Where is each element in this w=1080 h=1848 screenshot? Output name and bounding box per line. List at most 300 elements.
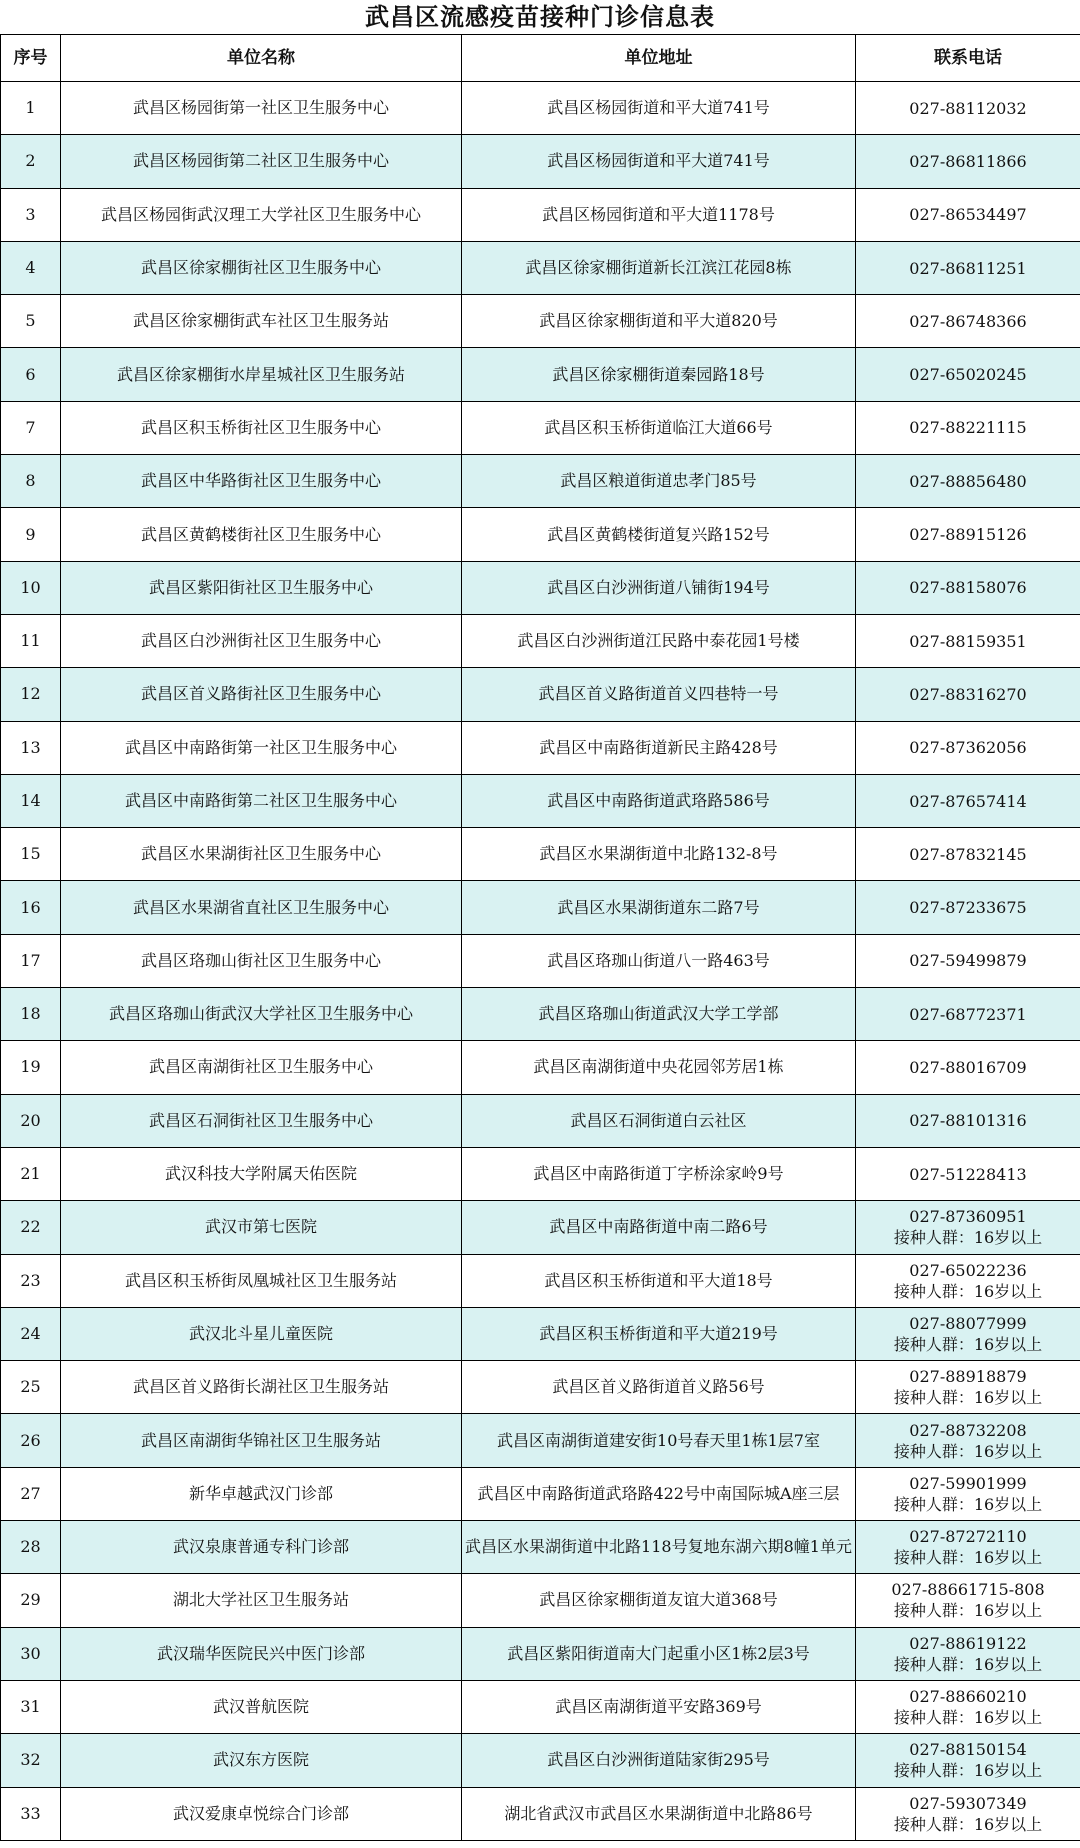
cell-phone	[856, 401, 1080, 454]
header-address: 单位地址	[462, 35, 856, 82]
cell-address	[462, 508, 856, 561]
phone-number: 027-88918879	[909, 1367, 1027, 1387]
phone-number: 027-88619122	[909, 1633, 1027, 1653]
cell-address	[462, 614, 856, 667]
cell-name-text: 武汉瑞华医院民兴中医门诊部	[156, 1643, 365, 1663]
cell-phone	[856, 1254, 1080, 1307]
cell-phone	[856, 1307, 1080, 1360]
phone-number: 027-88856480	[909, 471, 1027, 491]
cell-no	[1, 934, 61, 987]
phone-number: 027-86534497	[909, 205, 1027, 225]
cell-no-text: 21	[20, 1164, 41, 1184]
phone-number: 027-51228413	[909, 1164, 1027, 1184]
cell-address-text: 武昌区首义路街道首义路56号	[552, 1377, 765, 1397]
cell-address-text: 武昌区徐家棚街道新长江滨江花园8栋	[525, 258, 792, 278]
cell-address-text: 武昌区南湖街道平安路369号	[555, 1697, 762, 1717]
cell-name	[61, 1307, 462, 1360]
cell-name-text: 武汉泉康普通专科门诊部	[172, 1537, 349, 1557]
table-body	[1, 82, 1080, 1841]
cell-name-text: 武昌区积玉桥街凤凰城社区卫生服务站	[124, 1270, 397, 1290]
phone-number: 027-88221115	[909, 418, 1027, 438]
cell-address	[462, 1361, 856, 1414]
table-header-row	[1, 35, 1080, 82]
eligible-group-note: 接种人群：16岁以上	[893, 1708, 1043, 1728]
table-row	[1, 1254, 1080, 1307]
cell-no	[1, 1361, 61, 1414]
cell-phone	[856, 1147, 1080, 1200]
table-row	[1, 241, 1080, 294]
cell-address	[462, 241, 856, 294]
cell-name	[61, 1734, 462, 1787]
cell-no	[1, 508, 61, 561]
cell-phone	[856, 721, 1080, 774]
cell-no	[1, 1627, 61, 1680]
eligible-group-note: 接种人群：16岁以上	[893, 1814, 1043, 1834]
cell-address-text: 武昌区中南路街道武珞路586号	[547, 791, 770, 810]
cell-no	[1, 1147, 61, 1200]
phone-number: 027-86811251	[909, 258, 1027, 278]
cell-phone	[856, 934, 1080, 987]
cell-name-text: 武昌区积玉桥街社区卫生服务中心	[140, 417, 381, 437]
eligible-group-note: 接种人群：16岁以上	[893, 1334, 1043, 1354]
table-row	[1, 1521, 1080, 1574]
cell-name-text: 武昌区杨园街第一社区卫生服务中心	[132, 98, 389, 118]
cell-no-text: 26	[20, 1430, 41, 1450]
header-phone: 联系电话	[856, 35, 1080, 82]
cell-name	[61, 188, 462, 241]
cell-address-text: 武昌区中南路街道武珞路422号中南国际城A座三层	[477, 1483, 840, 1503]
cell-address-text: 武昌区珞珈山街道八一路463号	[547, 950, 770, 970]
table-row	[1, 401, 1080, 454]
cell-address-text: 武昌区杨园街道和平大道1178号	[542, 204, 775, 224]
eligible-group-note: 接种人群：16岁以上	[893, 1494, 1043, 1514]
phone-number: 027-59901999	[909, 1473, 1027, 1493]
cell-address-text: 武昌区中南路街道丁字桥涂家岭9号	[533, 1164, 784, 1184]
table-row	[1, 1627, 1080, 1680]
cell-address-text: 武昌区珞珈山街道武汉大学工学部	[538, 1004, 779, 1024]
cell-phone	[856, 614, 1080, 667]
cell-no-text: 28	[20, 1537, 41, 1557]
cell-no-text: 19	[20, 1057, 41, 1077]
cell-phone	[856, 1041, 1080, 1094]
cell-name-text: 武昌区白沙洲街社区卫生服务中心	[140, 631, 381, 651]
phone-number: 027-59307349	[909, 1793, 1027, 1813]
cell-no-text: 17	[20, 950, 41, 970]
table-row	[1, 1041, 1080, 1094]
cell-no	[1, 1680, 61, 1733]
cell-name	[61, 508, 462, 561]
cell-name-text: 武汉市第七医院	[204, 1217, 317, 1237]
cell-no-text: 9	[25, 524, 36, 544]
cell-no	[1, 614, 61, 667]
table-row	[1, 668, 1080, 721]
cell-no	[1, 348, 61, 401]
cell-address-text: 武昌区积玉桥街道临江大道66号	[544, 417, 773, 437]
cell-name	[61, 1041, 462, 1094]
cell-address	[462, 774, 856, 827]
cell-name-text: 武昌区中华路街社区卫生服务中心	[140, 471, 381, 491]
cell-address	[462, 1201, 856, 1254]
cell-no	[1, 668, 61, 721]
cell-no	[1, 828, 61, 881]
table-row	[1, 721, 1080, 774]
cell-name	[61, 828, 462, 881]
cell-address	[462, 1307, 856, 1360]
table-row	[1, 1307, 1080, 1360]
cell-no	[1, 1041, 61, 1094]
phone-number: 027-86748366	[909, 311, 1027, 331]
cell-name	[61, 1627, 462, 1680]
cell-no	[1, 135, 61, 188]
phone-number: 027-88150154	[909, 1740, 1027, 1760]
cell-phone	[856, 561, 1080, 614]
cell-name-text: 武昌区杨园街第二社区卫生服务中心	[132, 151, 389, 171]
cell-no	[1, 1787, 61, 1840]
cell-name-text: 武汉北斗星儿童医院	[188, 1323, 333, 1343]
cell-address	[462, 828, 856, 881]
cell-name	[61, 934, 462, 987]
table-row	[1, 1467, 1080, 1520]
cell-no-text: 13	[20, 737, 41, 757]
cell-phone	[856, 881, 1080, 934]
cell-address-text: 武昌区积玉桥街道和平大道18号	[544, 1270, 773, 1290]
cell-no-text: 6	[25, 364, 36, 384]
cell-no	[1, 188, 61, 241]
cell-address	[462, 1787, 856, 1840]
table-row	[1, 1574, 1080, 1627]
phone-number: 027-88077999	[909, 1313, 1027, 1333]
cell-no-text: 22	[20, 1217, 41, 1237]
phone-number: 027-88158076	[909, 578, 1027, 598]
cell-address	[462, 82, 856, 135]
cell-name-text: 武汉爱康卓悦综合门诊部	[172, 1803, 349, 1823]
cell-no	[1, 1467, 61, 1520]
table-row	[1, 1414, 1080, 1467]
phone-number: 027-88159351	[909, 631, 1027, 651]
cell-name	[61, 721, 462, 774]
cell-address-text: 武昌区石洞街道白云社区	[570, 1110, 747, 1130]
cell-address-text: 武昌区首义路街道首义四巷特一号	[538, 684, 779, 704]
eligible-group-note: 接种人群：16岁以上	[893, 1281, 1043, 1301]
cell-no-text: 20	[20, 1110, 41, 1130]
cell-address	[462, 401, 856, 454]
cell-address	[462, 561, 856, 614]
cell-phone	[856, 508, 1080, 561]
cell-name-text: 武昌区徐家棚街武车社区卫生服务站	[132, 311, 389, 331]
cell-name-text: 武昌区中南路街第一社区卫生服务中心	[124, 737, 397, 757]
cell-name	[61, 988, 462, 1041]
cell-address-text: 武昌区徐家棚街道和平大道820号	[539, 311, 778, 331]
cell-address-text: 武昌区杨园街道和平大道741号	[547, 98, 770, 118]
cell-name-text: 武昌区徐家棚街社区卫生服务中心	[140, 258, 381, 278]
cell-address-text: 武昌区粮道街道忠孝门85号	[560, 471, 757, 491]
cell-phone	[856, 988, 1080, 1041]
cell-address	[462, 1414, 856, 1467]
eligible-group-note: 接种人群：16岁以上	[893, 1601, 1043, 1621]
cell-no	[1, 561, 61, 614]
cell-address	[462, 934, 856, 987]
cell-name	[61, 1521, 462, 1574]
cell-phone	[856, 1521, 1080, 1574]
cell-name-text: 武昌区珞珈山街社区卫生服务中心	[140, 950, 381, 970]
cell-no	[1, 1094, 61, 1147]
cell-no-text: 4	[25, 258, 36, 278]
cell-no	[1, 881, 61, 934]
cell-address-text: 武昌区中南路街道新民主路428号	[539, 737, 778, 757]
cell-name-text: 武昌区紫阳街社区卫生服务中心	[148, 577, 373, 597]
cell-address	[462, 1147, 856, 1200]
cell-phone	[856, 1734, 1080, 1787]
cell-phone	[856, 348, 1080, 401]
cell-address	[462, 721, 856, 774]
cell-no	[1, 1201, 61, 1254]
cell-name	[61, 668, 462, 721]
table-row	[1, 988, 1080, 1041]
cell-address-text: 武昌区积玉桥街道和平大道219号	[539, 1323, 778, 1343]
cell-name-text: 武昌区徐家棚街水岸星城社区卫生服务站	[116, 364, 405, 384]
cell-name	[61, 1201, 462, 1254]
cell-address-text: 武昌区中南路街道中南二路6号	[549, 1217, 768, 1237]
table-row	[1, 508, 1080, 561]
cell-name-text: 武昌区首义路街长湖社区卫生服务站	[132, 1377, 389, 1397]
cell-address-text: 武昌区黄鹤楼街道复兴路152号	[547, 524, 770, 544]
table-row	[1, 561, 1080, 614]
cell-phone	[856, 1414, 1080, 1467]
table-row	[1, 1361, 1080, 1414]
cell-address	[462, 1627, 856, 1680]
cell-name-text: 新华卓越武汉门诊部	[188, 1483, 333, 1503]
cell-phone	[856, 668, 1080, 721]
cell-address-text: 武昌区徐家棚街道秦园路18号	[552, 364, 765, 384]
cell-phone	[856, 1201, 1080, 1254]
phone-number: 027-88732208	[909, 1420, 1027, 1440]
cell-address	[462, 1734, 856, 1787]
phone-number: 027-65020245	[909, 365, 1027, 385]
cell-address-text: 武昌区南湖街道中央花园邻芳居1栋	[533, 1057, 784, 1077]
header-no: 序号	[1, 35, 61, 82]
cell-address-text: 武昌区徐家棚街道友谊大道368号	[539, 1590, 778, 1610]
cell-no-text: 32	[20, 1750, 41, 1770]
table-row	[1, 1094, 1080, 1147]
cell-name	[61, 348, 462, 401]
table-row	[1, 82, 1080, 135]
phone-number: 027-87362056	[909, 738, 1027, 758]
cell-name-text: 湖北大学社区卫生服务站	[172, 1590, 349, 1610]
cell-no-text: 15	[20, 844, 41, 864]
table-row	[1, 1787, 1080, 1840]
cell-no-text: 10	[20, 577, 41, 597]
header-name: 单位名称	[61, 35, 462, 82]
cell-name-text: 武昌区南湖街社区卫生服务中心	[148, 1057, 373, 1077]
cell-address	[462, 188, 856, 241]
cell-name	[61, 1254, 462, 1307]
cell-no	[1, 401, 61, 454]
cell-name	[61, 82, 462, 135]
cell-address-text: 武昌区白沙洲街道八铺街194号	[547, 577, 770, 597]
cell-phone	[856, 828, 1080, 881]
cell-name-text: 武汉东方医院	[212, 1750, 309, 1770]
cell-name	[61, 455, 462, 508]
cell-no-text: 16	[20, 897, 41, 917]
cell-no-text: 31	[20, 1697, 41, 1717]
phone-number: 027-87657414	[909, 791, 1027, 811]
cell-address-text: 武昌区紫阳街道南大门起重小区1栋2层3号	[507, 1643, 810, 1663]
eligible-group-note: 接种人群：16岁以上	[893, 1441, 1043, 1461]
table-row	[1, 774, 1080, 827]
cell-address	[462, 295, 856, 348]
eligible-group-note: 接种人群：16岁以上	[893, 1388, 1043, 1408]
table-row	[1, 1147, 1080, 1200]
cell-name-text: 武昌区珞珈山街武汉大学社区卫生服务中心	[108, 1004, 413, 1024]
cell-phone	[856, 1094, 1080, 1147]
cell-no-text: 29	[20, 1590, 41, 1610]
cell-address	[462, 1467, 856, 1520]
cell-no-text: 24	[20, 1323, 41, 1343]
cell-name-text: 武汉普航医院	[212, 1697, 309, 1717]
cell-no	[1, 82, 61, 135]
table-row	[1, 1734, 1080, 1787]
cell-address-text: 武昌区水果湖街道中北路132-8号	[539, 844, 778, 864]
phone-number: 027-88112032	[909, 98, 1027, 118]
cell-no-text: 8	[25, 471, 36, 491]
table-row	[1, 455, 1080, 508]
cell-no-text: 11	[20, 631, 41, 651]
table-row	[1, 295, 1080, 348]
cell-address	[462, 1521, 856, 1574]
cell-address-text: 武昌区白沙洲街道江民路中泰花园1号楼	[517, 631, 800, 651]
cell-no-text: 30	[20, 1643, 41, 1663]
cell-no-text: 27	[20, 1483, 41, 1503]
cell-address	[462, 881, 856, 934]
cell-no	[1, 1734, 61, 1787]
cell-name	[61, 614, 462, 667]
phone-number: 027-87360951	[909, 1207, 1027, 1227]
cell-address	[462, 1254, 856, 1307]
cell-name-text: 武昌区杨园街武汉理工大学社区卫生服务中心	[100, 204, 421, 224]
cell-phone	[856, 188, 1080, 241]
cell-phone	[856, 82, 1080, 135]
cell-no-text: 23	[20, 1270, 41, 1290]
cell-address-text: 武昌区水果湖街道东二路7号	[557, 897, 760, 917]
table-row	[1, 1680, 1080, 1733]
cell-no	[1, 455, 61, 508]
cell-address	[462, 1680, 856, 1733]
cell-no	[1, 1307, 61, 1360]
cell-phone	[856, 135, 1080, 188]
cell-no-text: 25	[20, 1377, 41, 1397]
cell-no-text: 5	[25, 311, 36, 331]
phone-number: 027-65022236	[909, 1260, 1027, 1280]
cell-phone	[856, 1361, 1080, 1414]
cell-address	[462, 135, 856, 188]
cell-no	[1, 1574, 61, 1627]
cell-name	[61, 1787, 462, 1840]
cell-no-text: 18	[20, 1004, 41, 1024]
cell-no	[1, 1414, 61, 1467]
cell-phone	[856, 1467, 1080, 1520]
cell-phone	[856, 1574, 1080, 1627]
table-row	[1, 934, 1080, 987]
cell-name	[61, 1574, 462, 1627]
cell-phone	[856, 1627, 1080, 1680]
cell-name	[61, 241, 462, 294]
eligible-group-note: 接种人群：16岁以上	[893, 1228, 1043, 1248]
cell-name-text: 武昌区石洞街社区卫生服务中心	[148, 1110, 373, 1130]
cell-no	[1, 241, 61, 294]
cell-address-text: 湖北省武汉市武昌区水果湖街道中北路86号	[504, 1803, 813, 1823]
phone-number: 027-88661715-808	[891, 1580, 1045, 1600]
eligible-group-note: 接种人群：16岁以上	[893, 1548, 1043, 1568]
cell-no-text: 3	[25, 204, 36, 224]
cell-address-text: 武昌区白沙洲街道陆家街295号	[547, 1750, 770, 1770]
cell-name	[61, 1467, 462, 1520]
cell-name	[61, 1361, 462, 1414]
table-row	[1, 881, 1080, 934]
phone-number: 027-88316270	[909, 684, 1027, 704]
cell-name-text: 武昌区黄鹤楼街社区卫生服务中心	[140, 524, 381, 544]
cell-no	[1, 1521, 61, 1574]
phone-number: 027-88915126	[909, 525, 1027, 545]
cell-no-text: 7	[25, 417, 36, 437]
cell-no	[1, 1254, 61, 1307]
cell-phone	[856, 455, 1080, 508]
cell-no	[1, 774, 61, 827]
phone-number: 027-87832145	[909, 844, 1027, 864]
eligible-group-note: 接种人群：16岁以上	[893, 1761, 1043, 1781]
phone-number: 027-87272110	[909, 1527, 1027, 1547]
cell-address	[462, 455, 856, 508]
cell-address	[462, 348, 856, 401]
phone-number: 027-88660210	[909, 1687, 1027, 1707]
cell-address-text: 武昌区杨园街道和平大道741号	[547, 151, 770, 171]
cell-no-text: 1	[25, 98, 36, 118]
clinic-table	[0, 34, 1080, 1841]
cell-name	[61, 1414, 462, 1467]
cell-phone	[856, 774, 1080, 827]
phone-number: 027-88016709	[909, 1057, 1027, 1077]
table-row	[1, 828, 1080, 881]
cell-name-text: 武昌区中南路街第二社区卫生服务中心	[124, 791, 397, 810]
cell-address-text: 武昌区南湖街道建安街10号春天里1栋1层7室	[497, 1430, 820, 1450]
table-row	[1, 348, 1080, 401]
cell-phone	[856, 1787, 1080, 1840]
cell-no	[1, 721, 61, 774]
cell-no-text: 12	[20, 684, 41, 704]
eligible-group-note: 接种人群：16岁以上	[893, 1654, 1043, 1674]
cell-name-text: 武昌区南湖街华锦社区卫生服务站	[140, 1430, 381, 1450]
cell-no-text: 2	[25, 151, 36, 171]
cell-address	[462, 1094, 856, 1147]
phone-number: 027-86811866	[909, 151, 1027, 171]
cell-address	[462, 988, 856, 1041]
cell-phone	[856, 295, 1080, 348]
table-row	[1, 614, 1080, 667]
cell-address-text: 武昌区水果湖街道中北路118号复地东湖六期8幢1单元	[465, 1537, 852, 1557]
cell-name	[61, 774, 462, 827]
table-row	[1, 1201, 1080, 1254]
cell-name-text: 武昌区水果湖街社区卫生服务中心	[140, 844, 381, 864]
cell-no	[1, 295, 61, 348]
page-title: 武昌区流感疫苗接种门诊信息表	[365, 2, 715, 31]
cell-name-text: 武昌区水果湖省直社区卫生服务中心	[132, 897, 389, 917]
cell-address	[462, 1041, 856, 1094]
cell-name	[61, 135, 462, 188]
cell-name	[61, 1147, 462, 1200]
cell-name-text: 武汉科技大学附属天佑医院	[164, 1164, 357, 1184]
cell-name	[61, 401, 462, 454]
cell-no-text: 33	[20, 1803, 41, 1823]
cell-name	[61, 1680, 462, 1733]
